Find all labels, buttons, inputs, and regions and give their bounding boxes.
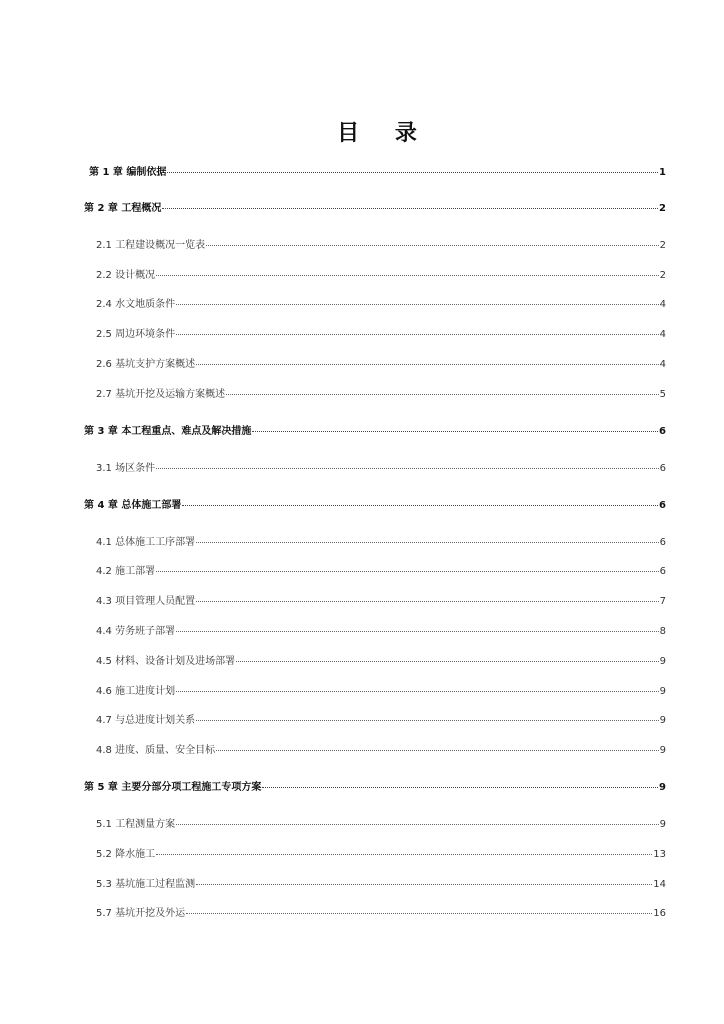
dot-leader	[196, 719, 659, 721]
toc-entry-label: 第 2 章 工程概况	[84, 203, 162, 214]
toc-page-number: 9	[659, 715, 666, 726]
toc-section-2-2[interactable]	[96, 270, 666, 282]
toc-entry-label: 5.7 基坑开挖及外运	[96, 908, 186, 919]
toc-entry-label: 4.6 施工进度计划	[96, 686, 176, 697]
dot-leader	[196, 363, 659, 365]
toc-section-4-4[interactable]	[96, 626, 666, 638]
dot-leader	[156, 853, 652, 855]
toc-section-5-3[interactable]	[96, 879, 666, 891]
toc-page-number: 16	[653, 908, 666, 919]
toc-page-number: 9	[659, 656, 666, 667]
toc-page-number: 8	[659, 626, 666, 637]
dot-leader	[216, 749, 659, 751]
dot-leader	[162, 207, 658, 209]
dot-leader	[176, 690, 659, 692]
toc-section-5-7[interactable]	[96, 908, 666, 920]
toc-page-number: 9	[659, 686, 666, 697]
toc-entry-label: 4.5 材料、设备计划及进场部署	[96, 656, 236, 667]
toc-entry-label: 2.7 基坑开挖及运输方案概述	[96, 389, 226, 400]
toc-page-number: 6	[659, 500, 666, 511]
toc-entry-label: 4.8 进度、质量、安全目标	[96, 745, 216, 756]
toc-section-4-8[interactable]	[96, 745, 666, 757]
dot-leader	[176, 333, 659, 335]
toc-chapter-4[interactable]	[84, 500, 666, 512]
toc-page-number: 9	[659, 782, 666, 793]
toc-title: 目 录	[337, 120, 431, 146]
toc-entry-label: 2.2 设计概况	[96, 270, 156, 281]
dot-leader	[196, 883, 652, 885]
dot-leader	[182, 504, 658, 506]
toc-page-number: 2	[659, 203, 666, 214]
toc-page-number: 2	[659, 270, 666, 281]
toc-entry-label: 2.4 水文地质条件	[96, 299, 176, 310]
toc-entry-label: 2.1 工程建设概况一览表	[96, 240, 206, 251]
toc-section-2-7[interactable]	[96, 389, 666, 401]
toc-entry-label: 4.1 总体施工工序部署	[96, 537, 196, 548]
toc-page-number: 4	[659, 299, 666, 310]
toc-entry-label: 5.1 工程测量方案	[96, 819, 176, 830]
toc-page-number: 4	[659, 359, 666, 370]
toc-entry-label: 第 3 章 本工程重点、难点及解决措施	[84, 426, 252, 437]
toc-page-number: 9	[659, 745, 666, 756]
toc-section-4-1[interactable]	[96, 537, 666, 549]
dot-leader	[156, 467, 659, 469]
dot-leader	[226, 393, 659, 395]
toc-section-2-5[interactable]	[96, 329, 666, 341]
dot-leader	[262, 786, 658, 788]
toc-chapter-2[interactable]	[84, 203, 666, 215]
toc-page-number: 9	[659, 819, 666, 830]
dot-leader	[167, 171, 658, 173]
toc-chapter-3[interactable]	[84, 426, 666, 438]
toc-page-number: 14	[653, 879, 666, 890]
toc-page-number: 6	[659, 463, 666, 474]
toc-entry-label: 4.4 劳务班子部署	[96, 626, 176, 637]
toc-chapter-1[interactable]	[89, 167, 666, 179]
toc-entry-label: 第 5 章 主要分部分项工程施工专项方案	[84, 782, 262, 793]
dot-leader	[206, 244, 659, 246]
toc-section-4-6[interactable]	[96, 686, 666, 698]
toc-section-2-4[interactable]	[96, 299, 666, 311]
toc-entry-label: 第 4 章 总体施工部署	[84, 500, 182, 511]
toc-page-number: 1	[659, 167, 666, 178]
toc-section-3-1[interactable]	[96, 463, 666, 475]
toc-entry-label: 第 1 章 编制依据	[89, 167, 167, 178]
dot-leader	[176, 823, 659, 825]
toc-section-2-1[interactable]	[96, 240, 666, 252]
toc-entry-label: 4.3 项目管理人员配置	[96, 596, 196, 607]
dot-leader	[156, 570, 659, 572]
toc-page-number: 6	[659, 566, 666, 577]
dot-leader	[196, 541, 659, 543]
dot-leader	[156, 274, 659, 276]
toc-section-5-2[interactable]	[96, 849, 666, 861]
dot-leader	[236, 660, 659, 662]
toc-chapter-5[interactable]	[84, 782, 666, 794]
toc-section-5-1[interactable]	[96, 819, 666, 831]
toc-section-2-6[interactable]	[96, 359, 666, 371]
dot-leader	[176, 630, 659, 632]
toc-entry-label: 3.1 场区条件	[96, 463, 156, 474]
toc-entry-label: 5.3 基坑施工过程监测	[96, 879, 196, 890]
toc-page-number: 4	[659, 329, 666, 340]
toc-entry-label: 4.2 施工部署	[96, 566, 156, 577]
toc-section-4-3[interactable]	[96, 596, 666, 608]
toc-page-number: 7	[659, 596, 666, 607]
toc-page-number: 6	[659, 537, 666, 548]
toc-entry-label: 2.6 基坑支护方案概述	[96, 359, 196, 370]
toc-section-4-2[interactable]	[96, 566, 666, 578]
dot-leader	[176, 303, 659, 305]
dot-leader	[186, 912, 652, 914]
toc-page-number: 6	[659, 426, 666, 437]
toc-section-4-5[interactable]	[96, 656, 666, 668]
toc-section-4-7[interactable]	[96, 715, 666, 727]
dot-leader	[196, 600, 659, 602]
dot-leader	[252, 430, 658, 432]
toc-entry-label: 4.7 与总进度计划关系	[96, 715, 196, 726]
toc-page-number: 2	[659, 240, 666, 251]
toc-page-number: 13	[653, 849, 666, 860]
toc-entry-label: 5.2 降水施工	[96, 849, 156, 860]
toc-page-number: 5	[659, 389, 666, 400]
toc-entry-label: 2.5 周边环境条件	[96, 329, 176, 340]
